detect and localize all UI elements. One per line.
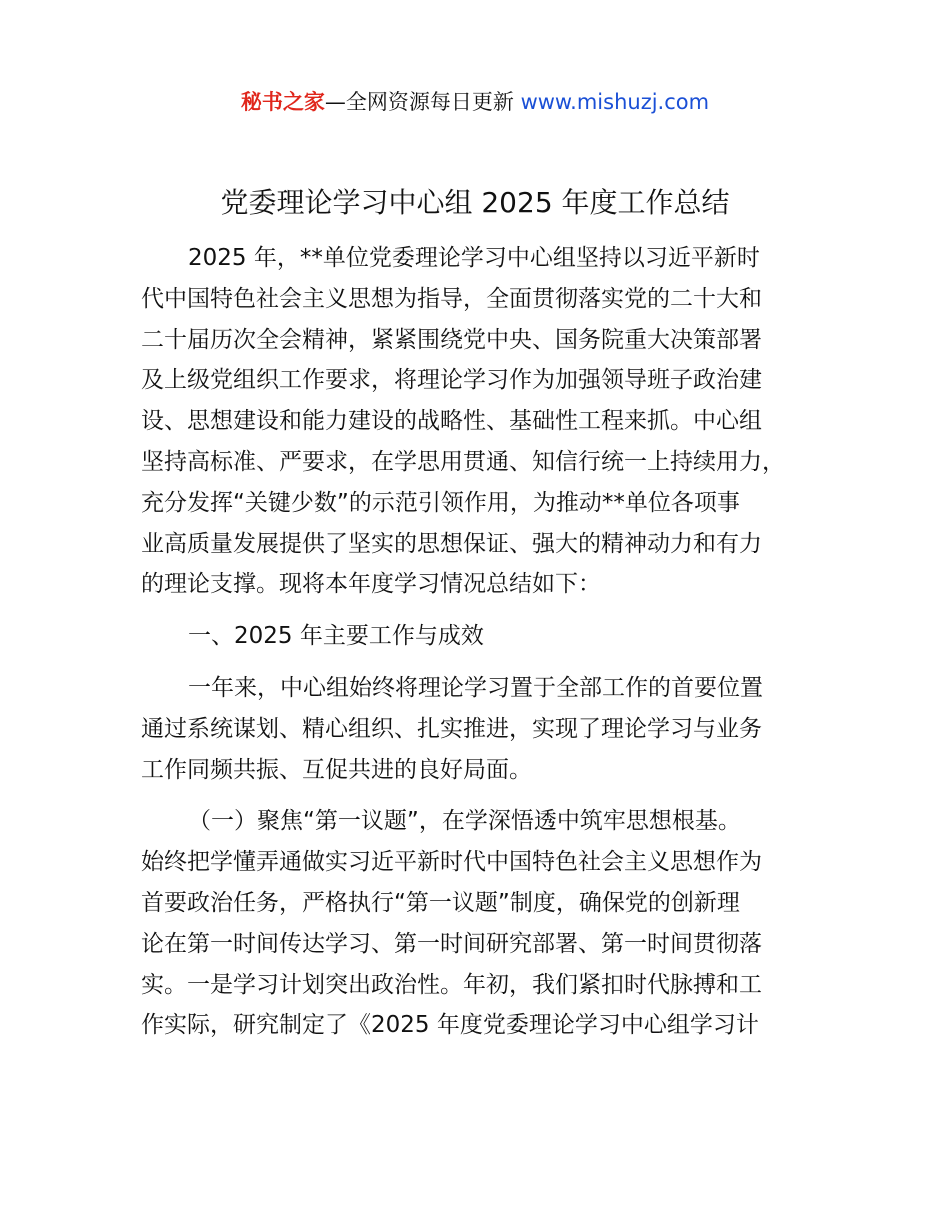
paragraph-line: 实。一是学习计划突出政治性。年初，我们紧扣时代脉搏和工 bbox=[141, 971, 762, 998]
site-url-link[interactable]: www.mishuzj.com bbox=[520, 90, 710, 114]
site-brand: 秘书之家 bbox=[240, 90, 325, 114]
paragraph-line: 首要政治任务，严格执行“第一议题”制度，确保党的创新理 bbox=[141, 889, 740, 916]
paragraph-line: 业高质量发展提供了坚实的思想保证、强大的精神动力和有力 bbox=[141, 530, 762, 557]
paragraph-line: 代中国特色社会主义思想为指导，全面贯彻落实党的二十大和 bbox=[141, 285, 762, 312]
paragraph-line: 坚持高标准、严要求，在学思用贯通、知信行统一上持续用力， bbox=[141, 448, 785, 475]
document-title: 党委理论学习中心组 2025 年度工作总结 bbox=[220, 186, 730, 219]
site-tagline: —全网资源每日更新 bbox=[324, 90, 514, 114]
paragraph-line: 的理论支撑。现将本年度学习情况总结如下： bbox=[141, 571, 601, 598]
paragraph-line: 2025 年，**单位党委理论学习中心组坚持以习近平新时 bbox=[188, 245, 760, 271]
section-heading: 一、2025 年主要工作与成效 bbox=[188, 623, 484, 650]
subsection-heading-line: （一）聚焦“第一议题”，在学深悟透中筑牢思想根基。 bbox=[188, 808, 741, 835]
paragraph-line: 设、思想建设和能力建设的战略性、基础性工程来抓。中心组 bbox=[141, 408, 762, 435]
paragraph-line: 一年来，中心组始终将理论学习置于全部工作的首要位置 bbox=[188, 674, 763, 701]
paragraph-line: 及上级党组织工作要求，将理论学习作为加强领导班子政治建 bbox=[141, 367, 762, 394]
paragraph-line: 始终把学懂弄通做实习近平新时代中国特色社会主义思想作为 bbox=[141, 849, 762, 876]
paragraph-line: 论在第一时间传达学习、第一时间研究部署、第一时间贯彻落 bbox=[141, 930, 762, 957]
paragraph-line: 作实际，研究制定了《2025 年度党委理论学习中心组学习计 bbox=[141, 1012, 759, 1039]
paragraph-line: 通过系统谋划、精心组织、扎实推进，实现了理论学习与业务 bbox=[141, 715, 762, 742]
paragraph-line: 充分发挥“关键少数”的示范引领作用，为推动**单位各项事 bbox=[141, 489, 740, 516]
paragraph-line: 二十届历次全会精神，紧紧围绕党中央、国务院重大决策部署 bbox=[141, 326, 762, 353]
site-header bbox=[0, 88, 950, 116]
document-body bbox=[141, 238, 831, 1046]
paragraph-line: 工作同频共振、互促共进的良好局面。 bbox=[141, 756, 532, 783]
